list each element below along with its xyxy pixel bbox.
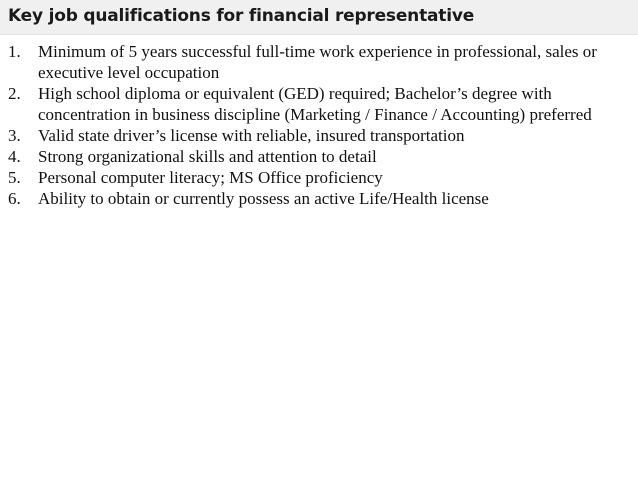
list-item-text: Ability to obtain or currently possess an active Life/Health license	[38, 189, 489, 208]
list-item-number: 6.	[8, 189, 21, 208]
list-item	[8, 188, 632, 209]
list-item-number: 1.	[8, 42, 21, 61]
list-item-number: 2.	[8, 84, 21, 103]
list-item	[8, 167, 632, 188]
list-item	[8, 125, 632, 146]
list-item-text: Personal computer literacy; MS Office proficiency	[38, 168, 383, 187]
list-item-text: Valid state driver’s license with reliable, insured transportation	[38, 126, 465, 145]
list-item-text: High school diploma or equivalent (GED) required; Bachelor’s degree with concentration in business discipline (Marketing / Finance / Accounting) preferred	[38, 84, 592, 124]
list-item-number: 4.	[8, 147, 21, 166]
qualifications-list	[8, 41, 632, 209]
slide-title: Key job qualifications for financial representative	[8, 6, 475, 26]
title-bar	[0, 0, 638, 35]
list-item	[8, 41, 632, 83]
list-item-number: 5.	[8, 168, 21, 187]
list-item-number: 3.	[8, 126, 21, 145]
list-item-text: Strong organizational skills and attention to detail	[38, 147, 377, 166]
list-item-text: Minimum of 5 years successful full-time work experience in professional, sales or executive level occupation	[38, 42, 597, 82]
list-item	[8, 146, 632, 167]
list-item	[8, 83, 632, 125]
